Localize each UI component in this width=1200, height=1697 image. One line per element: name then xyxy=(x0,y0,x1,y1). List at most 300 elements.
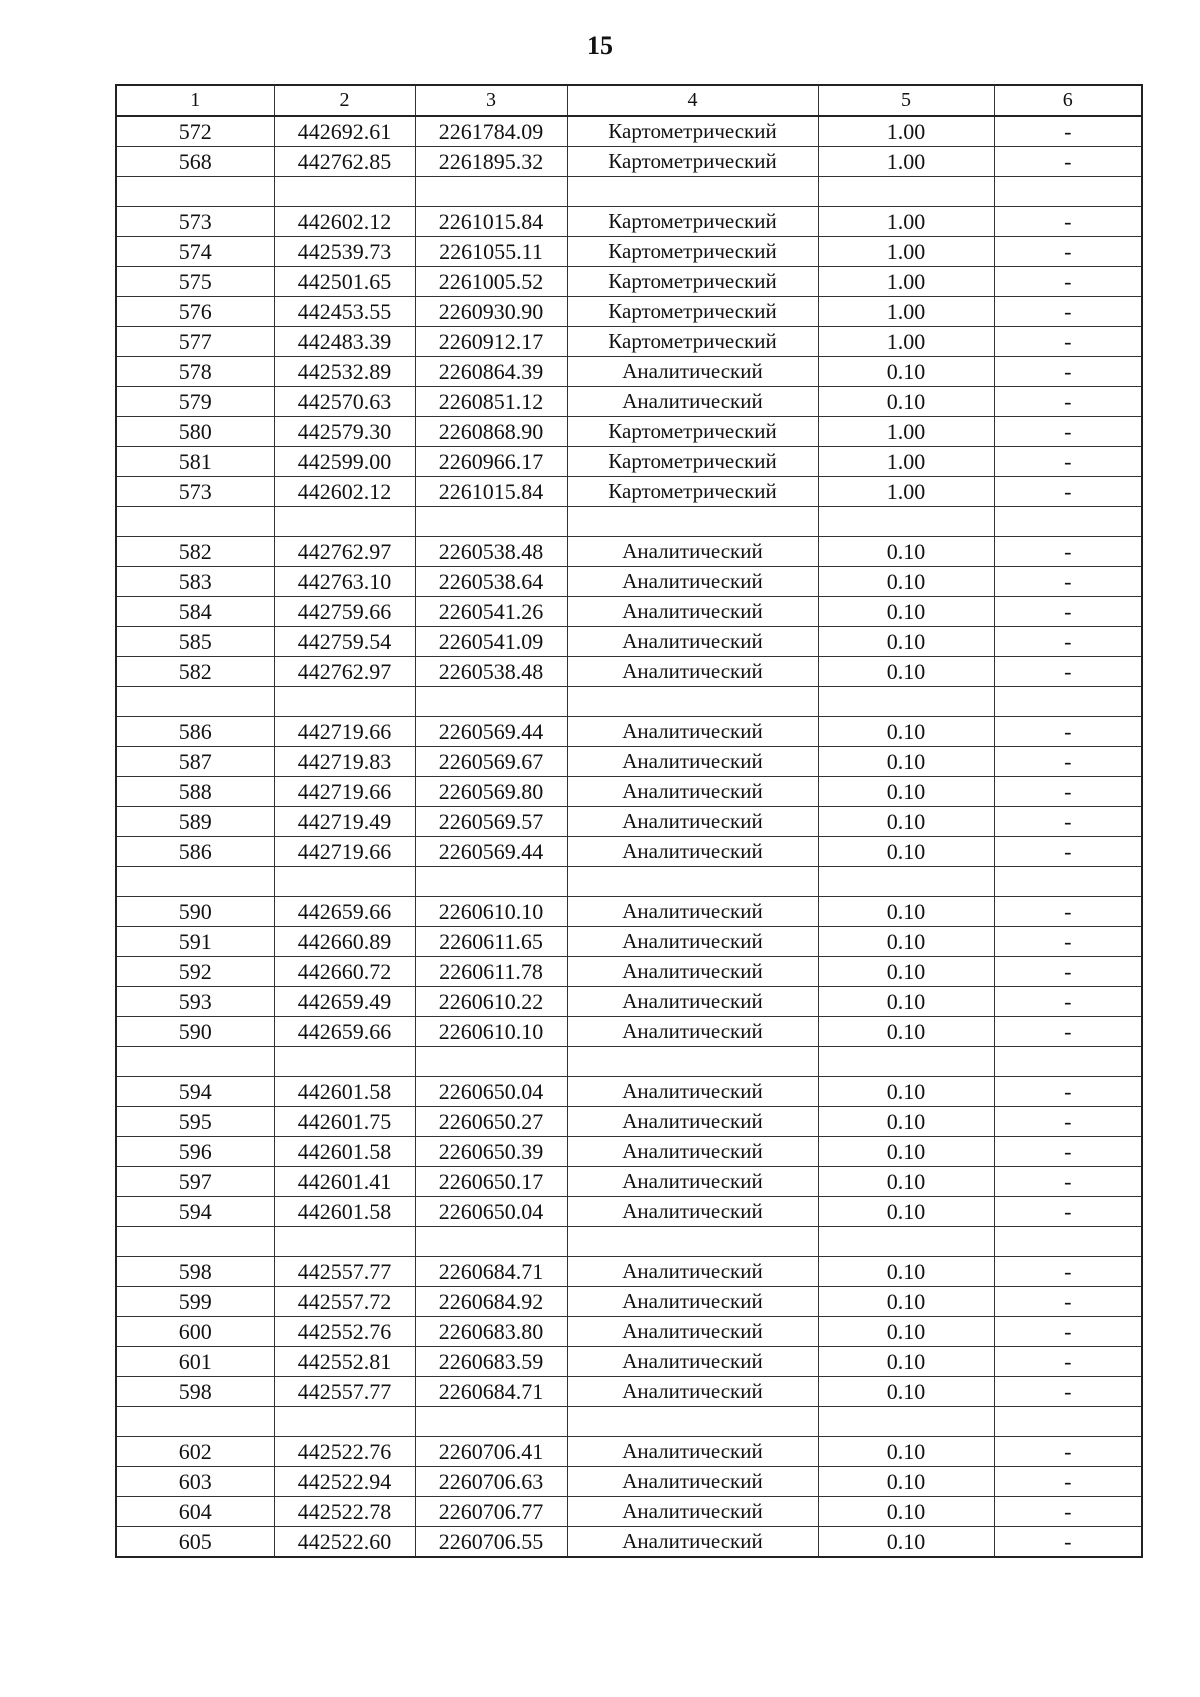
point-number-cell: 587 xyxy=(116,747,274,777)
point-number-cell: 574 xyxy=(116,237,274,267)
method-cell: Аналитический xyxy=(567,597,818,627)
page-number: 15 xyxy=(587,31,613,60)
x-coordinate-cell xyxy=(274,1227,415,1257)
x-coordinate-cell: 442719.83 xyxy=(274,747,415,777)
point-number-cell: 568 xyxy=(116,147,274,177)
note-cell: - xyxy=(994,116,1142,147)
note-cell: - xyxy=(994,357,1142,387)
separator-row xyxy=(116,687,1142,717)
accuracy-cell: 0.10 xyxy=(818,807,994,837)
table-row xyxy=(116,297,1142,327)
accuracy-cell: 1.00 xyxy=(818,237,994,267)
note-cell: - xyxy=(994,717,1142,747)
method-cell: Аналитический xyxy=(567,1017,818,1047)
point-number-cell: 592 xyxy=(116,957,274,987)
header-row xyxy=(116,85,1142,116)
accuracy-cell: 0.10 xyxy=(818,1437,994,1467)
table-row xyxy=(116,747,1142,777)
note-cell: - xyxy=(994,237,1142,267)
column-header-3: 3 xyxy=(415,85,567,116)
method-cell xyxy=(567,507,818,537)
y-coordinate-cell xyxy=(415,1407,567,1437)
y-coordinate-cell: 2261784.09 xyxy=(415,116,567,147)
point-number-cell: 583 xyxy=(116,567,274,597)
y-coordinate-cell: 2260684.71 xyxy=(415,1377,567,1407)
y-coordinate-cell: 2260912.17 xyxy=(415,327,567,357)
separator-row xyxy=(116,507,1142,537)
note-cell: - xyxy=(994,327,1142,357)
x-coordinate-cell: 442532.89 xyxy=(274,357,415,387)
note-cell: - xyxy=(994,1257,1142,1287)
y-coordinate-cell: 2260610.10 xyxy=(415,1017,567,1047)
y-coordinate-cell: 2260569.67 xyxy=(415,747,567,777)
accuracy-cell: 0.10 xyxy=(818,387,994,417)
y-coordinate-cell: 2261005.52 xyxy=(415,267,567,297)
x-coordinate-cell: 442601.58 xyxy=(274,1197,415,1227)
note-cell xyxy=(994,507,1142,537)
method-cell: Аналитический xyxy=(567,777,818,807)
accuracy-cell xyxy=(818,687,994,717)
accuracy-cell: 0.10 xyxy=(818,1467,994,1497)
method-cell xyxy=(567,1047,818,1077)
separator-row xyxy=(116,1407,1142,1437)
note-cell: - xyxy=(994,747,1142,777)
x-coordinate-cell: 442759.66 xyxy=(274,597,415,627)
y-coordinate-cell: 2260864.39 xyxy=(415,357,567,387)
accuracy-cell: 0.10 xyxy=(818,1287,994,1317)
method-cell: Аналитический xyxy=(567,1077,818,1107)
table-row xyxy=(116,1497,1142,1527)
separator-row xyxy=(116,1227,1142,1257)
table-row xyxy=(116,1197,1142,1227)
table-row xyxy=(116,717,1142,747)
note-cell: - xyxy=(994,1467,1142,1497)
point-number-cell: 595 xyxy=(116,1107,274,1137)
point-number-cell: 599 xyxy=(116,1287,274,1317)
column-header-6: 6 xyxy=(994,85,1142,116)
point-number-cell: 597 xyxy=(116,1167,274,1197)
table-row xyxy=(116,987,1142,1017)
accuracy-cell: 0.10 xyxy=(818,1107,994,1137)
y-coordinate-cell: 2260569.57 xyxy=(415,807,567,837)
note-cell xyxy=(994,1407,1142,1437)
x-coordinate-cell: 442660.89 xyxy=(274,927,415,957)
y-coordinate-cell: 2260650.27 xyxy=(415,1107,567,1137)
method-cell: Аналитический xyxy=(567,1167,818,1197)
note-cell xyxy=(994,687,1142,717)
x-coordinate-cell xyxy=(274,687,415,717)
note-cell: - xyxy=(994,897,1142,927)
accuracy-cell xyxy=(818,1227,994,1257)
note-cell: - xyxy=(994,297,1142,327)
table-row xyxy=(116,1347,1142,1377)
method-cell xyxy=(567,1227,818,1257)
accuracy-cell: 0.10 xyxy=(818,357,994,387)
method-cell: Аналитический xyxy=(567,1257,818,1287)
table-row xyxy=(116,1017,1142,1047)
separator-row xyxy=(116,1047,1142,1077)
method-cell: Аналитический xyxy=(567,1137,818,1167)
point-number-cell: 580 xyxy=(116,417,274,447)
accuracy-cell: 0.10 xyxy=(818,1167,994,1197)
accuracy-cell: 1.00 xyxy=(818,417,994,447)
column-header-5: 5 xyxy=(818,85,994,116)
table-row xyxy=(116,1167,1142,1197)
note-cell: - xyxy=(994,837,1142,867)
point-number-cell: 594 xyxy=(116,1197,274,1227)
point-number-cell: 581 xyxy=(116,447,274,477)
accuracy-cell: 1.00 xyxy=(818,267,994,297)
y-coordinate-cell: 2260706.63 xyxy=(415,1467,567,1497)
y-coordinate-cell: 2260684.92 xyxy=(415,1287,567,1317)
x-coordinate-cell: 442602.12 xyxy=(274,477,415,507)
y-coordinate-cell: 2260611.65 xyxy=(415,927,567,957)
note-cell xyxy=(994,867,1142,897)
accuracy-cell: 0.10 xyxy=(818,657,994,687)
accuracy-cell: 1.00 xyxy=(818,297,994,327)
x-coordinate-cell: 442557.77 xyxy=(274,1377,415,1407)
note-cell xyxy=(994,1047,1142,1077)
table-row xyxy=(116,927,1142,957)
accuracy-cell: 1.00 xyxy=(818,116,994,147)
point-number-cell: 598 xyxy=(116,1377,274,1407)
table-row xyxy=(116,1287,1142,1317)
table-row xyxy=(116,657,1142,687)
accuracy-cell: 1.00 xyxy=(818,147,994,177)
x-coordinate-cell: 442762.97 xyxy=(274,537,415,567)
accuracy-cell: 0.10 xyxy=(818,777,994,807)
y-coordinate-cell: 2260569.44 xyxy=(415,717,567,747)
x-coordinate-cell: 442762.85 xyxy=(274,147,415,177)
table-row xyxy=(116,477,1142,507)
accuracy-cell: 0.10 xyxy=(818,957,994,987)
column-header-1: 1 xyxy=(116,85,274,116)
x-coordinate-cell xyxy=(274,867,415,897)
accuracy-cell: 0.10 xyxy=(818,567,994,597)
accuracy-cell: 0.10 xyxy=(818,1197,994,1227)
y-coordinate-cell xyxy=(415,1227,567,1257)
method-cell: Аналитический xyxy=(567,717,818,747)
accuracy-cell: 0.10 xyxy=(818,537,994,567)
x-coordinate-cell: 442719.66 xyxy=(274,837,415,867)
table-row xyxy=(116,597,1142,627)
note-cell: - xyxy=(994,1437,1142,1467)
y-coordinate-cell: 2260706.41 xyxy=(415,1437,567,1467)
method-cell: Аналитический xyxy=(567,957,818,987)
accuracy-cell: 0.10 xyxy=(818,1137,994,1167)
x-coordinate-cell: 442539.73 xyxy=(274,237,415,267)
x-coordinate-cell: 442483.39 xyxy=(274,327,415,357)
method-cell xyxy=(567,1407,818,1437)
note-cell: - xyxy=(994,1317,1142,1347)
table-row xyxy=(116,237,1142,267)
x-coordinate-cell xyxy=(274,507,415,537)
point-number-cell xyxy=(116,1227,274,1257)
y-coordinate-cell: 2260930.90 xyxy=(415,297,567,327)
method-cell: Картометрический xyxy=(567,147,818,177)
method-cell: Аналитический xyxy=(567,657,818,687)
method-cell: Аналитический xyxy=(567,567,818,597)
note-cell: - xyxy=(994,1377,1142,1407)
method-cell: Картометрический xyxy=(567,477,818,507)
note-cell: - xyxy=(994,777,1142,807)
y-coordinate-cell: 2260538.48 xyxy=(415,657,567,687)
method-cell: Аналитический xyxy=(567,1287,818,1317)
y-coordinate-cell: 2260966.17 xyxy=(415,447,567,477)
method-cell: Картометрический xyxy=(567,297,818,327)
point-number-cell: 588 xyxy=(116,777,274,807)
table-row xyxy=(116,807,1142,837)
x-coordinate-cell: 442453.55 xyxy=(274,297,415,327)
table-body xyxy=(116,116,1142,1557)
note-cell: - xyxy=(994,657,1142,687)
accuracy-cell: 0.10 xyxy=(818,1317,994,1347)
x-coordinate-cell: 442601.58 xyxy=(274,1077,415,1107)
table-row xyxy=(116,1377,1142,1407)
y-coordinate-cell: 2260851.12 xyxy=(415,387,567,417)
note-cell: - xyxy=(994,387,1142,417)
method-cell: Аналитический xyxy=(567,1317,818,1347)
method-cell: Аналитический xyxy=(567,1347,818,1377)
accuracy-cell: 0.10 xyxy=(818,1527,994,1558)
method-cell xyxy=(567,177,818,207)
x-coordinate-cell: 442719.49 xyxy=(274,807,415,837)
accuracy-cell: 1.00 xyxy=(818,207,994,237)
point-number-cell: 590 xyxy=(116,1017,274,1047)
table-row xyxy=(116,567,1142,597)
point-number-cell xyxy=(116,177,274,207)
note-cell: - xyxy=(994,597,1142,627)
method-cell: Аналитический xyxy=(567,627,818,657)
method-cell: Картометрический xyxy=(567,116,818,147)
x-coordinate-cell: 442763.10 xyxy=(274,567,415,597)
x-coordinate-cell: 442601.58 xyxy=(274,1137,415,1167)
note-cell xyxy=(994,1227,1142,1257)
point-number-cell xyxy=(116,1047,274,1077)
y-coordinate-cell: 2261015.84 xyxy=(415,477,567,507)
point-number-cell xyxy=(116,507,274,537)
method-cell: Картометрический xyxy=(567,327,818,357)
note-cell: - xyxy=(994,1167,1142,1197)
point-number-cell: 593 xyxy=(116,987,274,1017)
x-coordinate-cell: 442552.76 xyxy=(274,1317,415,1347)
point-number-cell: 591 xyxy=(116,927,274,957)
x-coordinate-cell: 442601.41 xyxy=(274,1167,415,1197)
point-number-cell: 586 xyxy=(116,837,274,867)
y-coordinate-cell: 2260538.64 xyxy=(415,567,567,597)
note-cell: - xyxy=(994,267,1142,297)
method-cell: Аналитический xyxy=(567,357,818,387)
x-coordinate-cell: 442759.54 xyxy=(274,627,415,657)
x-coordinate-cell: 442557.77 xyxy=(274,1257,415,1287)
y-coordinate-cell xyxy=(415,867,567,897)
method-cell: Картометрический xyxy=(567,207,818,237)
point-number-cell: 576 xyxy=(116,297,274,327)
point-number-cell xyxy=(116,867,274,897)
x-coordinate-cell: 442719.66 xyxy=(274,717,415,747)
point-number-cell xyxy=(116,687,274,717)
method-cell: Аналитический xyxy=(567,1197,818,1227)
x-coordinate-cell xyxy=(274,1047,415,1077)
y-coordinate-cell: 2260868.90 xyxy=(415,417,567,447)
point-number-cell: 601 xyxy=(116,1347,274,1377)
table-row xyxy=(116,147,1142,177)
y-coordinate-cell: 2260541.09 xyxy=(415,627,567,657)
note-cell: - xyxy=(994,1017,1142,1047)
method-cell: Картометрический xyxy=(567,417,818,447)
note-cell: - xyxy=(994,417,1142,447)
table-row xyxy=(116,267,1142,297)
point-number-cell: 604 xyxy=(116,1497,274,1527)
note-cell: - xyxy=(994,927,1142,957)
accuracy-cell: 0.10 xyxy=(818,897,994,927)
accuracy-cell: 0.10 xyxy=(818,627,994,657)
table-row xyxy=(116,357,1142,387)
x-coordinate-cell: 442602.12 xyxy=(274,207,415,237)
method-cell: Аналитический xyxy=(567,537,818,567)
point-number-cell: 602 xyxy=(116,1437,274,1467)
table-row xyxy=(116,1467,1142,1497)
method-cell: Аналитический xyxy=(567,1437,818,1467)
accuracy-cell: 0.10 xyxy=(818,747,994,777)
y-coordinate-cell: 2260650.04 xyxy=(415,1077,567,1107)
table-row xyxy=(116,1317,1142,1347)
table-header xyxy=(116,85,1142,116)
table-row xyxy=(116,1107,1142,1137)
accuracy-cell: 0.10 xyxy=(818,1077,994,1107)
note-cell xyxy=(994,177,1142,207)
x-coordinate-cell: 442659.66 xyxy=(274,1017,415,1047)
accuracy-cell xyxy=(818,507,994,537)
x-coordinate-cell: 442719.66 xyxy=(274,777,415,807)
point-number-cell: 596 xyxy=(116,1137,274,1167)
accuracy-cell: 0.10 xyxy=(818,927,994,957)
point-number-cell: 590 xyxy=(116,897,274,927)
y-coordinate-cell: 2260650.04 xyxy=(415,1197,567,1227)
accuracy-cell xyxy=(818,177,994,207)
note-cell: - xyxy=(994,957,1142,987)
table-row xyxy=(116,417,1142,447)
y-coordinate-cell: 2260569.80 xyxy=(415,777,567,807)
note-cell: - xyxy=(994,207,1142,237)
accuracy-cell: 0.10 xyxy=(818,1377,994,1407)
accuracy-cell xyxy=(818,1407,994,1437)
point-number-cell: 584 xyxy=(116,597,274,627)
table-row xyxy=(116,1527,1142,1558)
point-number-cell: 594 xyxy=(116,1077,274,1107)
table-row xyxy=(116,1257,1142,1287)
method-cell: Аналитический xyxy=(567,387,818,417)
accuracy-cell: 0.10 xyxy=(818,837,994,867)
accuracy-cell: 0.10 xyxy=(818,717,994,747)
table-row xyxy=(116,837,1142,867)
column-header-2: 2 xyxy=(274,85,415,116)
note-cell: - xyxy=(994,537,1142,567)
x-coordinate-cell: 442660.72 xyxy=(274,957,415,987)
note-cell: - xyxy=(994,1287,1142,1317)
table-row xyxy=(116,897,1142,927)
table-row xyxy=(116,957,1142,987)
x-coordinate-cell xyxy=(274,1407,415,1437)
separator-row xyxy=(116,867,1142,897)
x-coordinate-cell: 442522.60 xyxy=(274,1527,415,1558)
accuracy-cell: 1.00 xyxy=(818,327,994,357)
note-cell: - xyxy=(994,627,1142,657)
accuracy-cell: 0.10 xyxy=(818,1347,994,1377)
table-row xyxy=(116,116,1142,147)
note-cell: - xyxy=(994,147,1142,177)
method-cell xyxy=(567,687,818,717)
x-coordinate-cell: 442601.75 xyxy=(274,1107,415,1137)
method-cell: Аналитический xyxy=(567,987,818,1017)
note-cell: - xyxy=(994,1497,1142,1527)
table-row xyxy=(116,627,1142,657)
y-coordinate-cell xyxy=(415,687,567,717)
accuracy-cell: 0.10 xyxy=(818,1257,994,1287)
point-number-cell: 582 xyxy=(116,537,274,567)
y-coordinate-cell: 2261895.32 xyxy=(415,147,567,177)
note-cell: - xyxy=(994,987,1142,1017)
x-coordinate-cell: 442570.63 xyxy=(274,387,415,417)
x-coordinate-cell: 442659.66 xyxy=(274,897,415,927)
y-coordinate-cell: 2260650.17 xyxy=(415,1167,567,1197)
x-coordinate-cell: 442522.94 xyxy=(274,1467,415,1497)
y-coordinate-cell: 2260538.48 xyxy=(415,537,567,567)
note-cell: - xyxy=(994,807,1142,837)
method-cell: Аналитический xyxy=(567,1377,818,1407)
table-row xyxy=(116,207,1142,237)
y-coordinate-cell: 2260610.22 xyxy=(415,987,567,1017)
point-number-cell: 585 xyxy=(116,627,274,657)
y-coordinate-cell: 2260683.59 xyxy=(415,1347,567,1377)
x-coordinate-cell: 442552.81 xyxy=(274,1347,415,1377)
y-coordinate-cell: 2260611.78 xyxy=(415,957,567,987)
method-cell: Аналитический xyxy=(567,747,818,777)
table-row xyxy=(116,327,1142,357)
method-cell xyxy=(567,867,818,897)
accuracy-cell: 0.10 xyxy=(818,597,994,627)
method-cell: Аналитический xyxy=(567,1527,818,1558)
table-row xyxy=(116,537,1142,567)
x-coordinate-cell: 442579.30 xyxy=(274,417,415,447)
point-number-cell: 578 xyxy=(116,357,274,387)
accuracy-cell: 0.10 xyxy=(818,987,994,1017)
accuracy-cell xyxy=(818,867,994,897)
column-header-4: 4 xyxy=(567,85,818,116)
table-row xyxy=(116,387,1142,417)
x-coordinate-cell: 442659.49 xyxy=(274,987,415,1017)
y-coordinate-cell: 2260684.71 xyxy=(415,1257,567,1287)
point-number-cell: 575 xyxy=(116,267,274,297)
accuracy-cell: 1.00 xyxy=(818,477,994,507)
point-number-cell: 605 xyxy=(116,1527,274,1558)
point-number-cell: 600 xyxy=(116,1317,274,1347)
method-cell: Аналитический xyxy=(567,1107,818,1137)
point-number-cell: 577 xyxy=(116,327,274,357)
method-cell: Картометрический xyxy=(567,237,818,267)
x-coordinate-cell: 442522.78 xyxy=(274,1497,415,1527)
method-cell: Картометрический xyxy=(567,447,818,477)
note-cell: - xyxy=(994,477,1142,507)
point-number-cell: 573 xyxy=(116,207,274,237)
y-coordinate-cell: 2260541.26 xyxy=(415,597,567,627)
method-cell: Аналитический xyxy=(567,897,818,927)
method-cell: Аналитический xyxy=(567,807,818,837)
x-coordinate-cell: 442522.76 xyxy=(274,1437,415,1467)
accuracy-cell: 1.00 xyxy=(818,447,994,477)
method-cell: Картометрический xyxy=(567,267,818,297)
y-coordinate-cell xyxy=(415,507,567,537)
